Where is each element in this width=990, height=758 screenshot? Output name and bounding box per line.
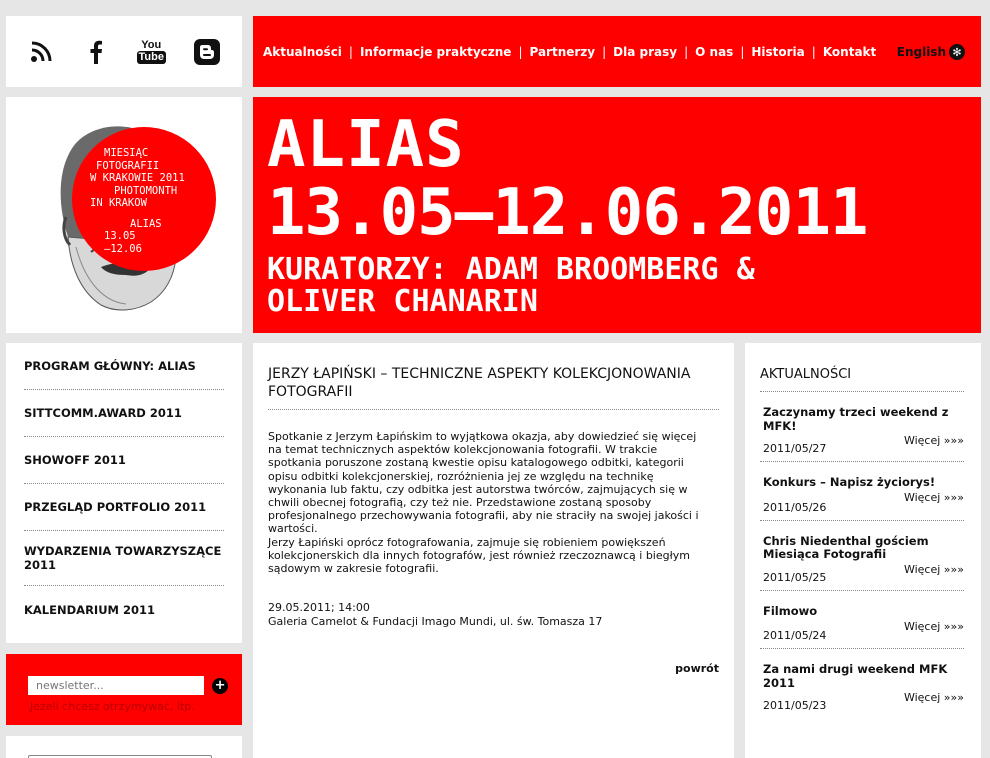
menu-item-label: PRZEGLĄD PORTFOLIO 2011 <box>24 500 207 514</box>
news-title[interactable]: Chris Niedenthal gościem Miesiąca Fotografii <box>763 533 929 561</box>
news-title[interactable]: Zaczynamy trzeci weekend z MFK! <box>763 405 949 433</box>
menu-item-program-glowny[interactable] <box>24 343 224 390</box>
rss-icon[interactable] <box>26 37 56 67</box>
logo-line: 13.05 <box>104 230 136 242</box>
youtube-you: You <box>141 38 162 51</box>
nav-kontakt[interactable]: Kontakt <box>822 44 877 59</box>
facebook-icon[interactable] <box>81 37 111 67</box>
logo-line: PHOTOMONTH <box>114 184 178 197</box>
news-date: 2011/05/24 <box>763 629 827 642</box>
menu-item-label: PROGRAM GŁÓWNY: ALIAS <box>24 359 196 373</box>
news-item <box>760 462 964 521</box>
nav-separator: | <box>811 44 816 59</box>
nav-partnerzy[interactable]: Partnerzy <box>529 44 596 59</box>
news-sidebar <box>745 343 981 758</box>
article-body: Spotkanie z Jerzym Łapińskim to wyjątkowa okazja, aby dowiedzieć się więcej na temat technicznych aspektów kolekcjonowania fotografii. W trakcie spotkania poruszone zostaną kwestie opisu katalogowego odbitki, kategorii opisu odbitki kolekcjonerskiej, rozróżnienia jej ze względu na technikę wykonania lub faktu, czy odbitka jest autorstwa twórców, zajmujących się w chwili obecnej fotografią, czy też nie. Przedstawione zostaną sposoby profesjonalnego przechowywania fotografii, aby nie straciły na swojej jakości i wartości. Jerzy Łapiński oprócz fotografowania, zajmuje się robieniem powiększeń kolekcjonerskich dla innych fotografów, jest również rzeczoznawcą i biegłym sądowym w zakresie fotografii. <box>268 430 699 576</box>
nav-dla-prasy[interactable]: Dla prasy <box>613 44 678 59</box>
news-more-link[interactable]: Więcej »»» <box>903 619 964 633</box>
hero-banner <box>253 97 981 333</box>
menu-item-label: SITTCOMM.AWARD 2011 <box>24 406 182 420</box>
nav-informacje[interactable]: Informacje praktyczne <box>359 44 512 59</box>
news-heading: AKTUALNOŚCI <box>760 367 964 392</box>
nav-separator: | <box>684 44 689 59</box>
banner-dates: 13.05–12.06.2011 <box>267 176 868 250</box>
youtube-tube: Tube <box>138 50 164 63</box>
news-item <box>760 521 964 591</box>
logo-line: FOTOGRAFII <box>96 159 160 172</box>
news-item <box>760 649 964 718</box>
news-more-link[interactable]: Więcej »»» <box>903 691 964 704</box>
nav-separator: | <box>518 44 523 59</box>
logo-line: W KRAKOWIE 2011 <box>90 172 185 184</box>
logo-line: —12.06 <box>104 242 142 255</box>
logo-line: IN KRAKOW <box>90 197 147 209</box>
asterisk-icon: ✻ <box>949 44 965 60</box>
news-title[interactable]: Konkurs – Napisz życiorys! <box>763 475 936 489</box>
program-menu <box>6 343 242 643</box>
article <box>253 343 734 758</box>
language-label: English <box>896 45 946 59</box>
bottom-widget <box>6 736 242 758</box>
youtube-icon[interactable] <box>135 37 167 67</box>
nav-separator: | <box>602 44 607 59</box>
logo-text <box>86 147 226 255</box>
menu-item-przeglad-portfolio[interactable] <box>24 484 224 531</box>
banner-title: ALIAS <box>267 108 465 182</box>
menu-item-wydarzenia[interactable] <box>24 531 224 586</box>
menu-item-label: SHOWOFF 2011 <box>24 453 126 467</box>
logo-line: ALIAS <box>130 217 162 230</box>
blogger-icon[interactable] <box>192 37 222 67</box>
banner-curators-2: OLIVER CHANARIN <box>267 284 538 319</box>
newsletter-submit-button[interactable]: + <box>212 678 228 694</box>
article-meta <box>268 601 719 628</box>
nav-historia[interactable]: Historia <box>751 44 805 59</box>
news-date: 2011/05/26 <box>763 500 827 514</box>
news-item <box>760 392 964 462</box>
newsletter-box <box>6 654 242 725</box>
newsletter-note: Jeżeli chcesz otrzymywać, itp. <box>30 700 195 713</box>
article-date: 29.05.2011; 14:00 <box>268 601 370 615</box>
nav-separator: | <box>348 44 353 59</box>
news-more-link[interactable]: Więcej »»» <box>903 491 964 504</box>
newsletter-input[interactable] <box>28 676 204 695</box>
news-date: 2011/05/25 <box>763 570 827 584</box>
logo-line <box>86 210 226 218</box>
main-nav <box>253 16 981 87</box>
nav-separator: | <box>740 44 745 59</box>
menu-item-label: WYDARZENIA TOWARZYSZĄCE 2011 <box>24 544 222 572</box>
menu-item-showoff[interactable] <box>24 437 224 484</box>
menu-item-sittcomm[interactable] <box>24 390 224 437</box>
newsletter-row <box>28 676 228 695</box>
news-more-link[interactable]: Więcej »»» <box>903 434 964 447</box>
news-more-link[interactable]: Więcej »»» <box>903 562 964 576</box>
nav-aktualnosci[interactable]: Aktualności <box>263 44 342 59</box>
back-link[interactable]: powrót <box>675 662 719 675</box>
news-title[interactable]: Za nami drugi weekend MFK 2011 <box>763 662 948 690</box>
article-place: Galeria Camelot & Fundacji Imago Mundi, ul. św. Tomasza 17 <box>268 614 603 628</box>
menu-item-kalendarium[interactable] <box>24 586 224 633</box>
news-date: 2011/05/23 <box>763 699 827 712</box>
menu-item-label: KALENDARIUM 2011 <box>24 602 155 617</box>
banner-curators: KURATORZY: ADAM BROOMBERG & <box>267 252 755 287</box>
news-title[interactable]: Filmowo <box>763 603 818 618</box>
nav-o-nas[interactable]: O nas <box>695 44 734 59</box>
social-links <box>6 16 242 87</box>
language-switch[interactable] <box>897 44 965 60</box>
logo-line: MIESIĄC <box>104 147 149 159</box>
article-title: JERZY ŁAPIŃSKI – TECHNICZNE ASPEKTY KOLEKCJONOWANIA FOTOGRAFII <box>268 365 719 410</box>
festival-logo[interactable] <box>6 97 242 333</box>
news-item <box>760 591 964 650</box>
news-date: 2011/05/27 <box>763 442 827 455</box>
